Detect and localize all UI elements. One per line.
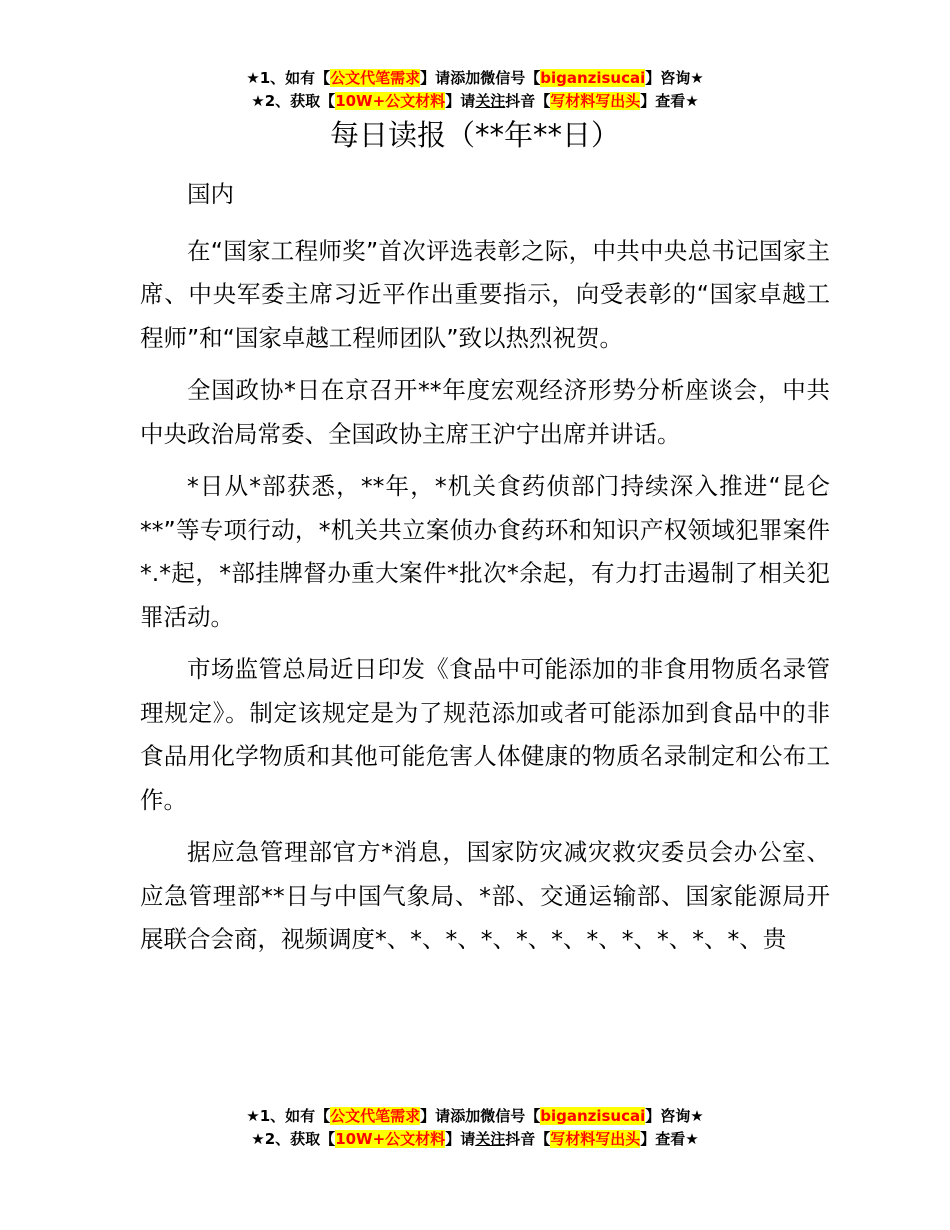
banner-douyin-name: 写材料写出头 [550,92,641,110]
banner-emphasis: 关注 [475,1130,506,1148]
banner-text: ★2、获取【 [251,1130,336,1148]
footer-banner [0,1105,950,1151]
banner-line-2 [0,90,950,113]
banner-highlight: 公文代笔需求 [330,69,421,87]
banner-emphasis: 关注 [475,92,506,110]
banner-wechat-id: biganzisucai [540,1107,646,1125]
banner-text: 】查看★ [640,1130,699,1148]
banner-highlight: 公文代笔需求 [330,1107,421,1125]
banner-text: 】查看★ [640,92,699,110]
banner-text: 】咨询★ [645,69,704,87]
banner-text: 】请 [445,1130,476,1148]
banner-line-1 [0,1105,950,1128]
banner-text: ★2、获取【 [251,92,336,110]
banner-douyin-name: 写材料写出头 [550,1130,641,1148]
banner-line-2 [0,1128,950,1151]
banner-text: ★1、如有【 [246,69,331,87]
banner-emphasis: 添加 [450,69,481,87]
document-title: 每日读报（**年**日） [329,118,620,152]
banner-text: 】请 [445,92,476,110]
banner-text: ★1、如有【 [246,1107,331,1125]
banner-text: 】咨询★ [645,1107,704,1125]
banner-line-1 [0,67,950,90]
paragraph-2: 全国政协*日在京召开**年度宏观经济形势分析座谈会，中共中央政治局常委、全国政协主席王沪宁出席并讲话。 [140,376,830,448]
paragraph-3: *日从*部获悉，**年，*机关食药侦部门持续深入推进“昆仑**”等专项行动，*机关共立案侦办食药环和知识产权领域犯罪案件*.*起，*部挂牌督办重大案件*批次*余起，有力打击遏制了相关犯罪活动。 [140,472,830,631]
section-heading: 国内 [187,180,234,208]
banner-text: 】请 [420,69,451,87]
banner-text: 微信号【 [480,1107,541,1125]
banner-text: 】请 [420,1107,451,1125]
banner-emphasis: 添加 [450,1107,481,1125]
banner-highlight: 10W+公文材料 [335,1130,446,1148]
banner-text: 抖音【 [505,1130,551,1148]
paragraph-1: 在“国家工程师奖”首次评选表彰之际，中共中央总书记国家主席、中央军委主席习近平作出重要指示，向受表彰的“国家卓越工程师”和“国家卓越工程师团队”致以热烈祝贺。 [140,236,830,352]
header-banner [0,67,950,113]
banner-highlight: 10W+公文材料 [335,92,446,110]
banner-wechat-id: biganzisucai [540,69,646,87]
paragraph-5: 据应急管理部官方*消息，国家防灾减灾救灾委员会办公室、应急管理部**日与中国气象局、*部、交通运输部、国家能源局开展联合会商，视频调度*、*、*、*、*、*、*、*、*、*、*、贵 [140,838,830,953]
document-body [140,173,830,971]
banner-text: 抖音【 [505,92,551,110]
banner-text: 微信号【 [480,69,541,87]
paragraph-4: 市场监管总局近日印发《食品中可能添加的非食用物质名录管理规定》。制定该规定是为了规范添加或者可能添加到食品中的非食品用化学物质和其他可能危害人体健康的物质名录制定和公布工作。 [140,655,830,814]
